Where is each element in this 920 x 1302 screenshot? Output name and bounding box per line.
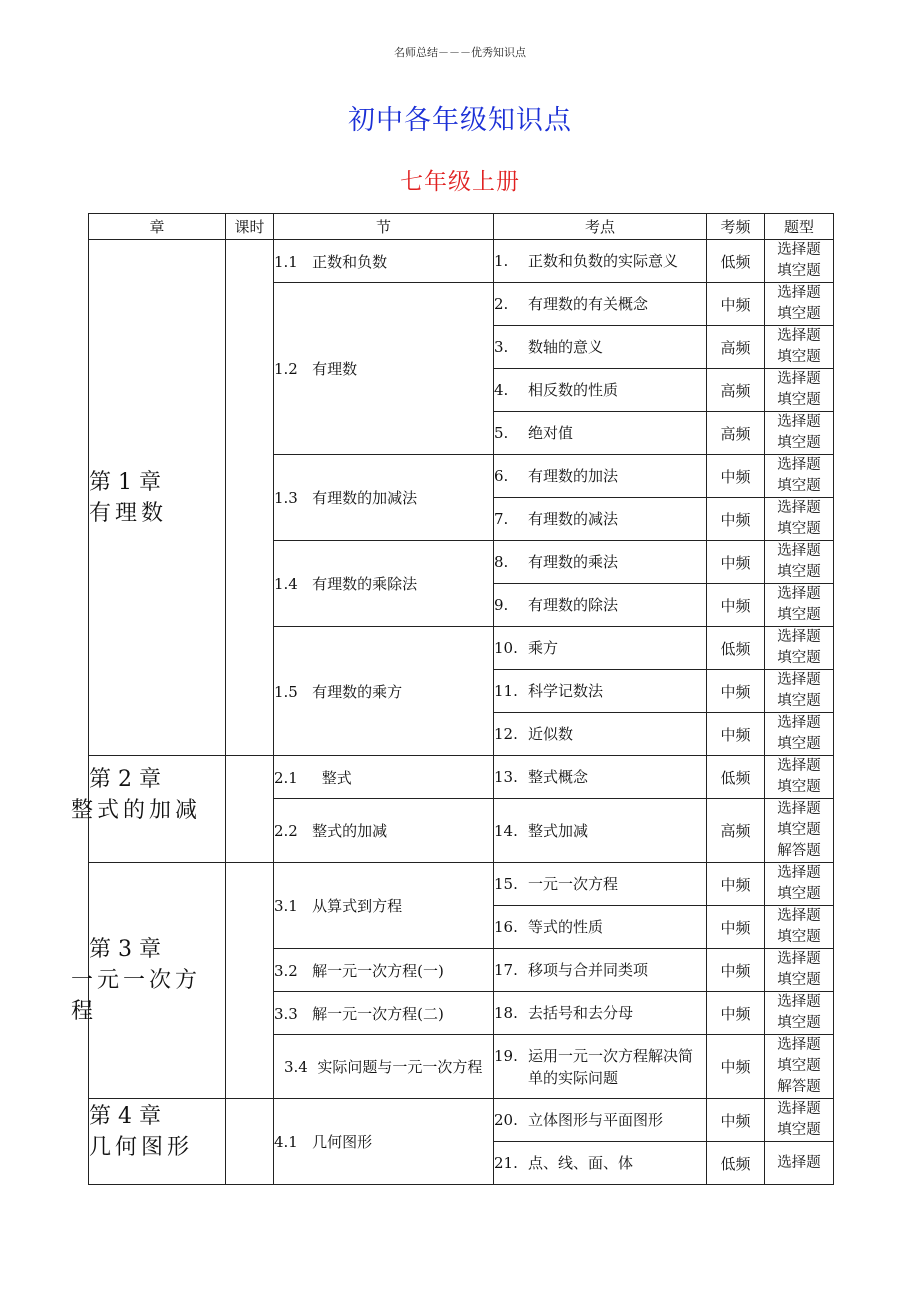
freq-cell: 中频 [707, 541, 765, 584]
chapter-number: 第 2 章 [89, 767, 161, 792]
point-cell: 10. 乘方 [494, 627, 707, 670]
type-cell: 选择题 填空题 [765, 240, 834, 283]
freq-cell: 高频 [707, 326, 765, 369]
type-cell: 选择题 填空题 [765, 498, 834, 541]
table-row [89, 756, 834, 799]
type-cell: 选择题 填空题 [765, 326, 834, 369]
freq-cell: 中频 [707, 498, 765, 541]
freq-cell: 中频 [707, 863, 765, 906]
table-header-row [89, 214, 834, 240]
section-cell: 1.4 有理数的乘除法 [274, 541, 494, 627]
freq-cell: 中频 [707, 670, 765, 713]
type-cell: 选择题 填空题 [765, 949, 834, 992]
point-cell: 1. 正数和负数的实际意义 [494, 240, 707, 283]
point-cell: 5. 绝对值 [494, 412, 707, 455]
document-title: 初中各年级知识点 [348, 105, 572, 136]
point-cell: 7. 有理数的减法 [494, 498, 707, 541]
point-cell: 4. 相反数的性质 [494, 369, 707, 412]
hours-cell [226, 863, 274, 1099]
header-note: 名师总结－－－优秀知识点 [394, 46, 526, 59]
type-cell: 选择题 填空题 解答题 [765, 1035, 834, 1099]
type-cell: 选择题 填空题 解答题 [765, 799, 834, 863]
type-cell: 选择题 填空题 [765, 455, 834, 498]
freq-cell: 中频 [707, 283, 765, 326]
chapter-cell [71, 756, 226, 863]
type-cell: 选择题 [765, 1142, 834, 1185]
point-cell: 18. 去括号和去分母 [494, 992, 707, 1035]
header-point: 考点 [494, 214, 707, 240]
type-cell: 选择题 填空题 [765, 584, 834, 627]
point-cell: 3. 数轴的意义 [494, 326, 707, 369]
freq-cell: 中频 [707, 1099, 765, 1142]
chapter-cell [89, 1099, 226, 1185]
table-row [89, 240, 834, 283]
syllabus-table [71, 213, 834, 1185]
point-cell: 13. 整式概念 [494, 756, 707, 799]
point-cell: 2. 有理数的有关概念 [494, 283, 707, 326]
point-cell: 19. 运用一元一次方程解决简单的实际问题 [494, 1035, 707, 1099]
section-cell: 2.2 整式的加减 [274, 799, 494, 863]
point-cell: 9. 有理数的除法 [494, 584, 707, 627]
type-cell: 选择题 填空题 [765, 412, 834, 455]
freq-cell: 中频 [707, 1035, 765, 1099]
type-cell: 选择题 填空题 [765, 992, 834, 1035]
header-chapter: 章 [89, 214, 226, 240]
point-cell: 17. 移项与合并同类项 [494, 949, 707, 992]
header-freq: 考频 [707, 214, 765, 240]
header-type: 题型 [765, 214, 834, 240]
type-cell: 选择题 填空题 [765, 863, 834, 906]
point-cell: 15. 一元一次方程 [494, 863, 707, 906]
section-cell: 3.2 解一元一次方程(一) [274, 949, 494, 992]
freq-cell: 中频 [707, 906, 765, 949]
type-cell: 选择题 填空题 [765, 369, 834, 412]
freq-cell: 中频 [707, 992, 765, 1035]
type-cell: 选择题 填空题 [765, 627, 834, 670]
chapter-number: 第 3 章 [89, 937, 161, 962]
type-cell: 选择题 填空题 [765, 713, 834, 756]
freq-cell: 高频 [707, 369, 765, 412]
point-cell: 14. 整式加减 [494, 799, 707, 863]
type-cell: 选择题 填空题 [765, 541, 834, 584]
section-cell: 4.1 几何图形 [274, 1099, 494, 1185]
point-cell: 20. 立体图形与平面图形 [494, 1099, 707, 1142]
point-cell: 21. 点、线、面、体 [494, 1142, 707, 1185]
section-cell: 3.4 实际问题与一元一次方程 [274, 1035, 494, 1099]
type-cell: 选择题 填空题 [765, 283, 834, 326]
header-section: 节 [274, 214, 494, 240]
hours-cell [226, 1099, 274, 1185]
freq-cell: 低频 [707, 1142, 765, 1185]
chapter-name: 一元一次方程 [71, 968, 202, 1024]
section-cell: 1.5 有理数的乘方 [274, 627, 494, 756]
chapter-cell [71, 863, 226, 1099]
section-cell: 1.2 有理数 [274, 283, 494, 455]
type-cell: 选择题 填空题 [765, 670, 834, 713]
point-cell: 6. 有理数的加法 [494, 455, 707, 498]
grade-title: 七年级上册 [400, 169, 520, 195]
chapter-name: 有理数 [89, 500, 168, 526]
table-row [89, 863, 834, 906]
chapter-cell [89, 240, 226, 756]
chapter-number: 第 1 章 [89, 469, 161, 495]
type-cell: 选择题 填空题 [765, 1099, 834, 1142]
hours-cell [226, 756, 274, 863]
freq-cell: 低频 [707, 240, 765, 283]
chapter-number: 第 4 章 [89, 1104, 161, 1129]
type-cell: 选择题 填空题 [765, 906, 834, 949]
header-hours: 课时 [226, 214, 274, 240]
freq-cell: 中频 [707, 455, 765, 498]
section-cell: 1.3 有理数的加减法 [274, 455, 494, 541]
freq-cell: 中频 [707, 713, 765, 756]
hours-cell [226, 240, 274, 756]
point-cell: 16. 等式的性质 [494, 906, 707, 949]
chapter-name: 几何图形 [89, 1135, 194, 1160]
freq-cell: 中频 [707, 949, 765, 992]
section-cell: 3.1 从算式到方程 [274, 863, 494, 949]
section-cell: 3.3 解一元一次方程(二) [274, 992, 494, 1035]
freq-cell: 高频 [707, 799, 765, 863]
freq-cell: 低频 [707, 627, 765, 670]
point-cell: 12. 近似数 [494, 713, 707, 756]
table-row [89, 1099, 834, 1142]
type-cell: 选择题 填空题 [765, 756, 834, 799]
freq-cell: 高频 [707, 412, 765, 455]
section-cell: 1.1 正数和负数 [274, 240, 494, 283]
point-cell: 11. 科学记数法 [494, 670, 707, 713]
freq-cell: 中频 [707, 584, 765, 627]
section-cell: 2.1 整式 [274, 756, 494, 799]
freq-cell: 低频 [707, 756, 765, 799]
chapter-name: 整式的加减 [71, 798, 202, 823]
point-cell: 8. 有理数的乘法 [494, 541, 707, 584]
